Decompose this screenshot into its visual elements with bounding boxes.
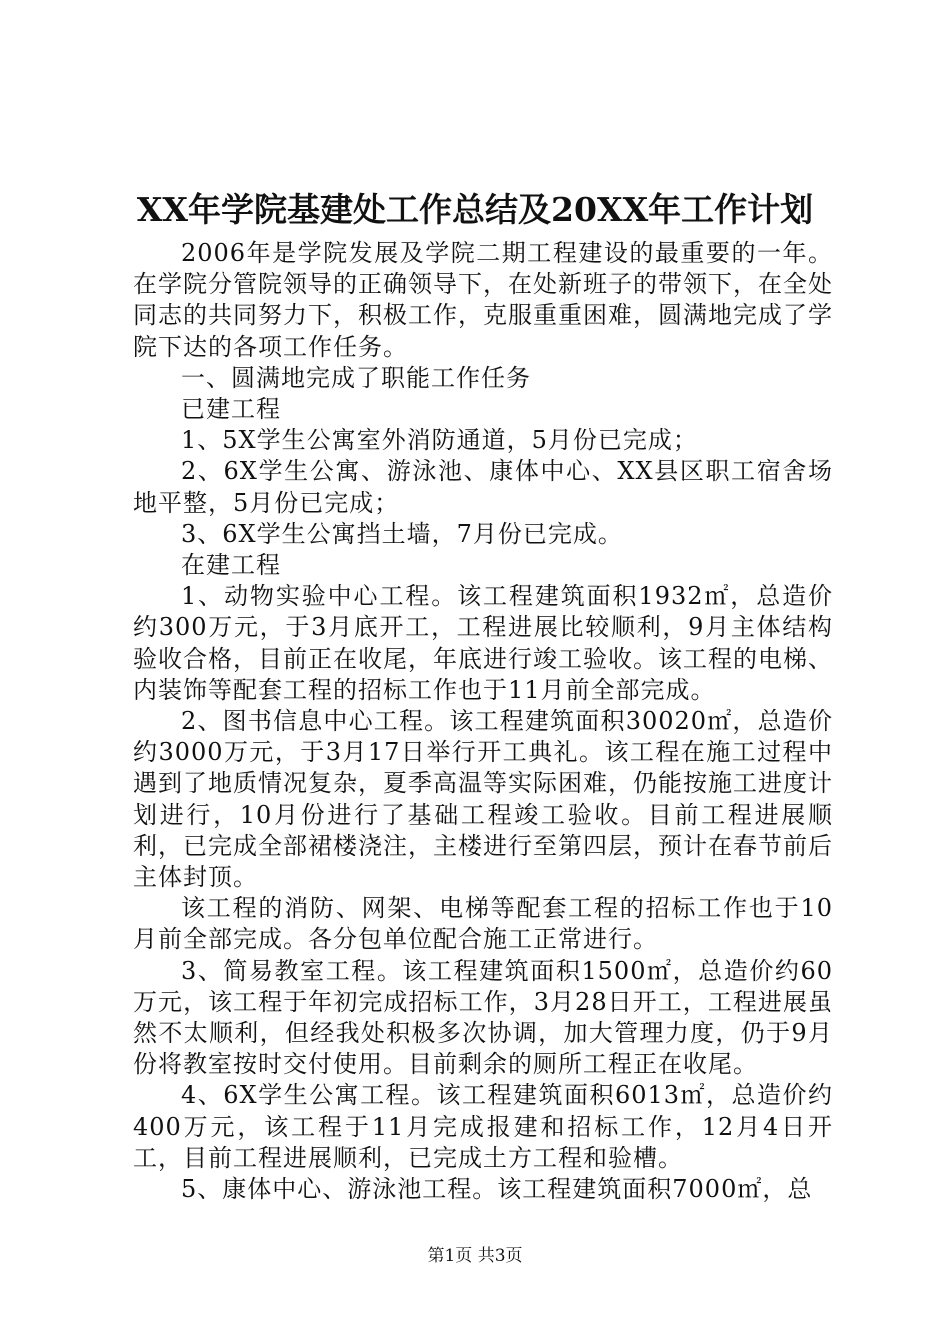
document-title: XX年学院基建处工作总结及20XX年工作计划 [136,190,814,229]
list-item-in-progress-5: 5、康体中心、游泳池工程。该工程建筑面积7000㎡，总 [181,1175,813,1204]
document-body [133,238,833,1205]
list-item-in-progress-1: 1、动物实验中心工程。该工程建筑面积1932㎡，总造价约300万元，于3月底开工，工程进展比较顺利，9月主体结构验收合格，目前正在收尾，年底进行竣工验收。该工程的电梯、内装饰等配套工程的招标工作也于11月前全部完成。 [133,582,833,704]
list-item-completed-1: 1、5X学生公寓室外消防通道，5月份已完成； [181,426,698,455]
list-item-in-progress-4: 4、6X学生公寓工程。该工程建筑面积6013㎡，总造价约400万元，该工程于11月完成报建和招标工作，12月4日开工，目前工程进展顺利，已完成土方工程和验槽。 [133,1081,833,1172]
list-item-in-progress-3: 3、简易教室工程。该工程建筑面积1500㎡，总造价约60万元，该工程于年初完成招标工作，3月28日开工，工程进展虽然不太顺利，但经我处积极多次协调，加大管理力度，仍于9月份将教室按时交付使用。目前剩余的厕所工程正在收尾。 [133,956,833,1079]
subheading-completed: 已建工程 [181,395,281,424]
paragraph-intro: 2006年是学院发展及学院二期工程建设的最重要的一年。在学院分管院领导的正确领导下，在处新班子的带领下，在全处同志的共同努力下，积极工作，克服重重困难，圆满地完成了学院下达的各项工作任务。 [133,239,833,361]
list-item-in-progress-2: 2、图书信息中心工程。该工程建筑面积30020㎡，总造价约3000万元，于3月17日举行开工典礼。该工程在施工过程中遇到了地质情况复杂，夏季高温等实际困难，仍能按施工进度计划进行，10月份进行了基础工程竣工验收。目前工程进展顺利，已完成全部裙楼浇注，主楼进行至第四层，预计在春节前后主体封顶。 [133,707,833,892]
paragraph-in-progress-2-note: 该工程的消防、网架、电梯等配套工程的招标工作也于10月前全部完成。各分包单位配合施工正常进行。 [133,894,833,954]
list-item-completed-3: 3、6X学生公寓挡土墙，7月份已完成。 [181,519,623,548]
section-heading-1: 一、圆满地完成了职能工作任务 [181,363,531,392]
page-footer: 第1页 共3页 [427,1246,523,1266]
list-item-completed-2: 2、6X学生公寓、游泳池、康体中心、XX县区职工宿舍场地平整，5月份已完成； [133,457,833,517]
subheading-in-progress: 在建工程 [181,551,281,580]
